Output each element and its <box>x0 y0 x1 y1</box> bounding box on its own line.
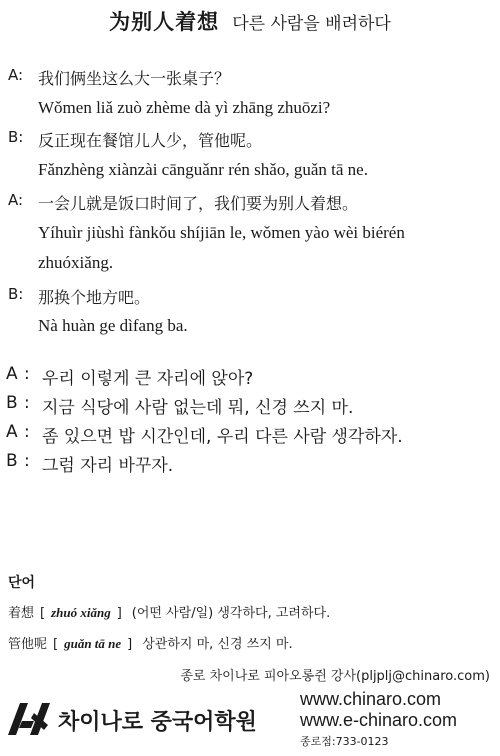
hanzi-text: 我们俩坐这么大一张桌子？ <box>38 69 231 88</box>
speaker-label: B <box>6 393 18 413</box>
colon: : <box>24 393 30 413</box>
pinyin-text: Fǎnzhèng xiànzài cānguǎnr rén shǎo, guǎn tā ne. <box>38 160 368 179</box>
vocab-item <box>8 633 293 652</box>
website-url[interactable]: www.chinaro.com <box>300 689 442 709</box>
title-korean: 다른 사람을 배려하다 <box>232 14 391 34</box>
website-url[interactable]: www.e-chinaro.com <box>300 710 458 730</box>
bracket-open: [ <box>40 606 46 621</box>
speaker-label: A: <box>8 191 24 209</box>
pinyin-text: Wǒmen liǎ zuò zhème dà yì zhāng zhuōzi? <box>38 98 331 117</box>
vocab-term: 管他呢 <box>8 637 48 652</box>
vocab-heading: 단어 <box>8 575 36 591</box>
hanzi-text: 一会儿就是饭口时间了，我们要为别人着想。 <box>38 194 359 213</box>
pinyin-text: Yíhuìr jiùshì fànkǒu shíjiān le, wǒmen yào wèi biérén <box>38 223 405 242</box>
academy-name: 차이나로 중국어학원 <box>58 710 257 735</box>
hanzi-text: 那换个地方吧。 <box>38 288 151 307</box>
korean-text: 지금 식당에 사람 없는데 뭐, 신경 쓰지 마. <box>42 398 354 418</box>
vocab-pinyin: zhuó xiǎng <box>51 605 111 620</box>
pinyin-text: Nà huàn ge dìfang ba. <box>38 316 188 335</box>
vocab-pinyin: guǎn tā ne <box>64 636 122 651</box>
speaker-label: B: <box>8 128 24 146</box>
bracket-open: [ <box>53 637 59 652</box>
colon: : <box>24 364 30 384</box>
vocab-item <box>8 602 330 621</box>
speaker-label: B: <box>8 285 24 303</box>
vocab-definition: (어떤 사람/일) 생각하다, 고려하다. <box>131 606 331 621</box>
korean-text: 그럼 자리 바꾸자. <box>42 456 174 476</box>
pinyin-text: zhuóxiǎng. <box>38 253 114 272</box>
branch-phone: 종로점:733-0123 <box>300 735 389 748</box>
colon: : <box>24 451 30 471</box>
speaker-label: A: <box>8 66 24 84</box>
title-chinese: 为别人着想 <box>109 10 220 34</box>
instructor-credit: 종로 차이나로 피아오롱쥔 강사(pljplj@chinaro.com) <box>180 669 490 684</box>
website-links <box>300 689 457 731</box>
vocab-term: 着想 <box>8 606 35 621</box>
page-title <box>0 6 500 36</box>
hanzi-text: 反正现在餐馆儿人少，管他呢。 <box>38 131 263 150</box>
bracket-close: ] <box>127 637 133 652</box>
bracket-close: ] <box>116 606 122 621</box>
speaker-label: B <box>6 451 18 471</box>
speaker-label: A <box>6 364 18 384</box>
colon: : <box>24 422 30 442</box>
korean-text: 좀 있으면 밥 시간인데, 우리 다른 사람 생각하자. <box>42 427 403 447</box>
speaker-label: A <box>6 422 18 442</box>
vocab-definition: 상관하지 마, 신경 쓰지 마. <box>142 637 293 652</box>
chinaro-logo-icon <box>4 697 54 741</box>
korean-text: 우리 이렇게 큰 자리에 앉아? <box>42 369 254 389</box>
